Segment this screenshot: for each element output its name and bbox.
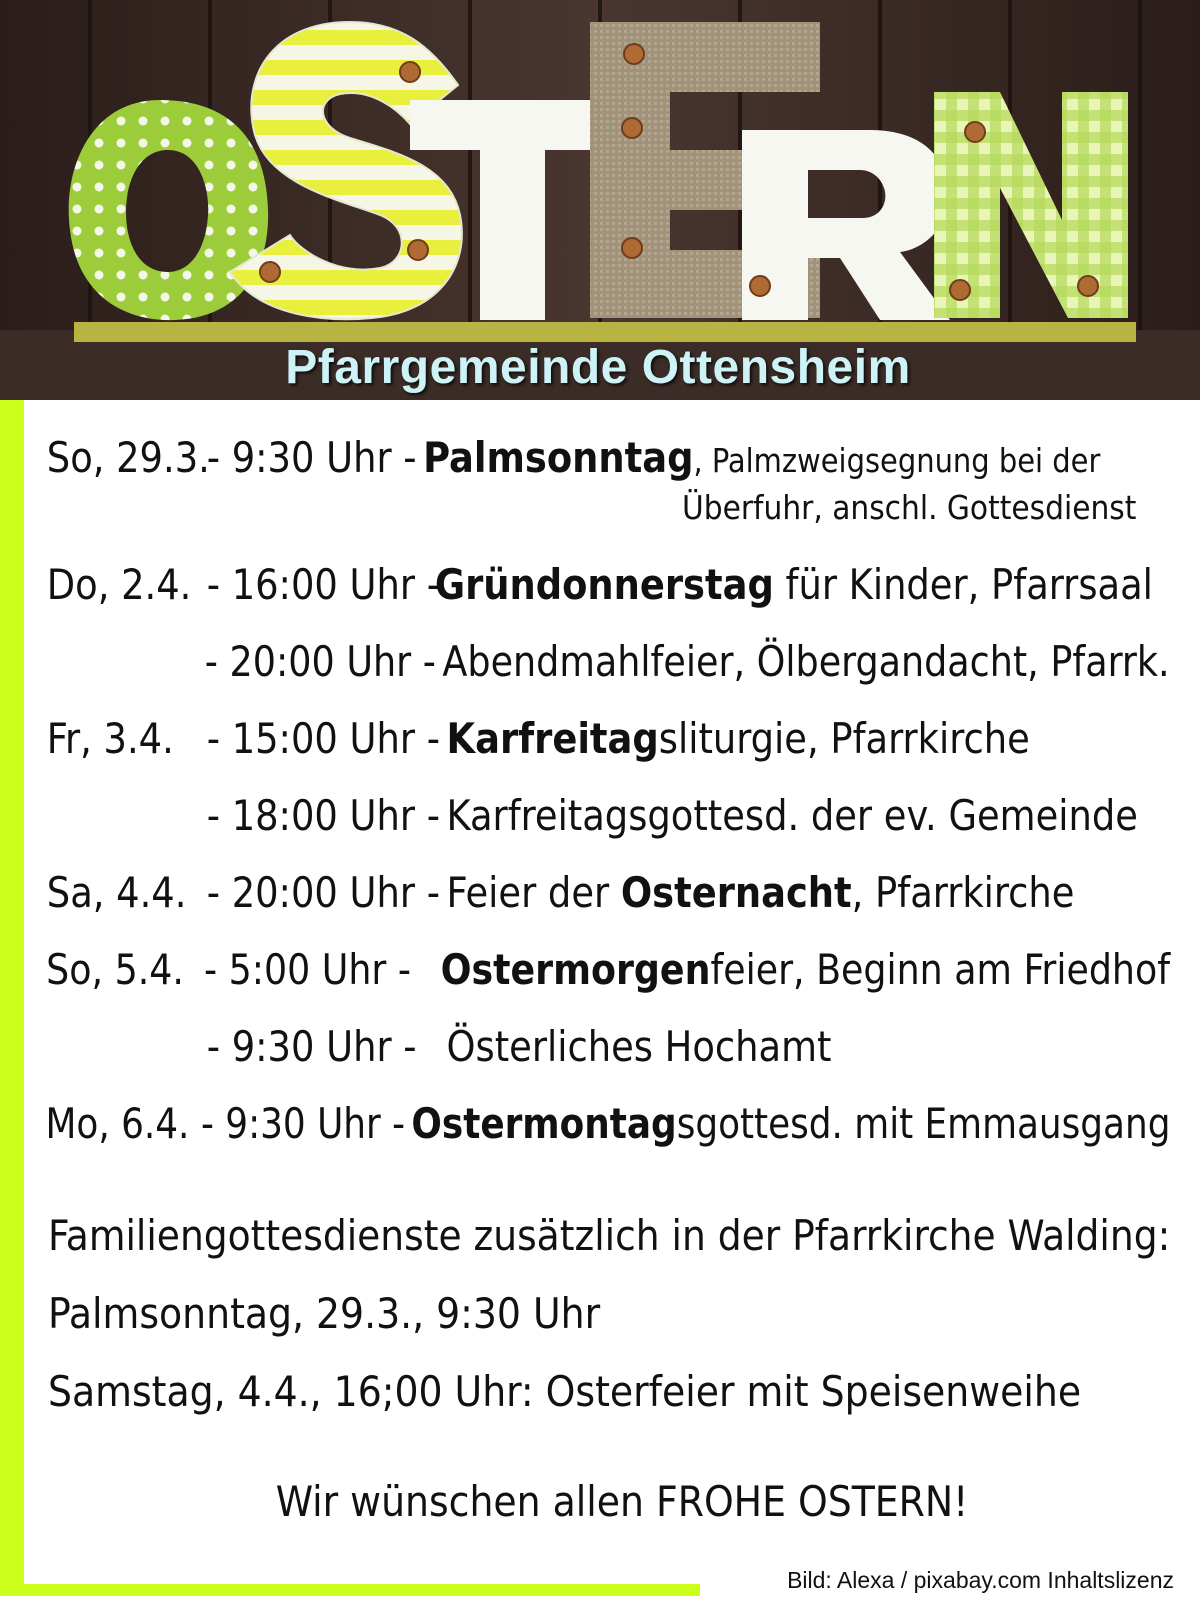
schedule-rest: sgottesd. mit Emmausgang: [676, 1099, 1171, 1148]
schedule-row: [0, 786, 1170, 846]
schedule-time: - 9:30 Uhr -: [206, 1022, 417, 1071]
schedule-row: [0, 555, 1170, 615]
schedule-description: Abendmahlfeier, Ölbergandacht, Pfarrk.: [442, 637, 1170, 686]
schedule-row: [0, 1017, 1170, 1077]
family-line: Palmsonntag, 29.3., 9:30 Uhr: [48, 1289, 601, 1338]
schedule-date: Do, 2.4.: [46, 560, 192, 609]
schedule-rest: , Palmzweigsegnung bei der: [693, 441, 1101, 480]
schedule-date: Fr, 3.4.: [46, 714, 174, 763]
schedule-description: [435, 555, 1153, 615]
family-heading: Familiengottesdienste zusätzlich in der Pfarrkirche Walding:: [48, 1211, 1171, 1260]
schedule-rest: , Pfarrkirche: [851, 868, 1075, 917]
schedule-rest: für Kinder, Pfarrsaal: [773, 560, 1153, 609]
schedule-highlight: Karfreitag: [446, 714, 659, 763]
schedule-time: - 9:30 Uhr -: [200, 1099, 406, 1148]
image-credit: Bild: Alexa / pixabay.com Inhaltslizenz: [783, 1567, 1178, 1594]
schedule-time: - 5:00 Uhr -: [203, 945, 412, 994]
schedule-time: - 20:00 Uhr -: [206, 868, 441, 917]
schedule-highlight: Ostermorgen: [440, 945, 711, 994]
schedule-description: [441, 940, 1170, 1000]
schedule-highlight: Gründonnerstag: [434, 560, 774, 609]
schedule-continuation: [682, 478, 1136, 538]
schedule-time: - 15:00 Uhr -: [206, 714, 441, 763]
schedule-continuation-text: Überfuhr, anschl. Gottesdienst: [682, 488, 1137, 527]
schedule-time: - 9:30 Uhr -: [206, 433, 417, 482]
schedule-row: [0, 632, 1170, 692]
schedule-row: [0, 1094, 1171, 1154]
schedule-date: Sa, 4.4.: [46, 868, 187, 917]
schedule-description: [447, 709, 1030, 769]
schedule-description: Österliches Hochamt: [446, 1022, 832, 1071]
schedule-highlight: Ostermontag: [411, 1099, 677, 1148]
schedule-date: Mo, 6.4.: [45, 1099, 190, 1148]
schedule-date: So, 5.4.: [46, 945, 184, 994]
parish-name: Pfarrgemeinde Ottensheim: [285, 341, 911, 394]
schedule-time: - 16:00 Uhr -: [206, 560, 441, 609]
schedule-highlight: Palmsonntag: [423, 433, 694, 482]
schedule-description: Karfreitagsgottesd. der ev. Gemeinde: [446, 791, 1138, 840]
easter-greeting: Wir wünschen allen FROHE OSTERN!: [275, 1477, 969, 1526]
schedule-rest: sliturgie, Pfarrkirche: [658, 714, 1030, 763]
family-line: Samstag, 4.4., 16;00 Uhr: Osterfeier mit Speisenweihe: [48, 1367, 1082, 1416]
schedule-row: [0, 709, 1170, 769]
schedule-pre: Feier der: [446, 868, 621, 917]
schedule-date: So, 29.3.: [46, 433, 210, 482]
schedule-description: [447, 863, 1075, 923]
schedule-highlight: Osternacht: [620, 868, 852, 917]
schedule-description: [411, 1094, 1170, 1154]
schedule-rest: feier, Beginn am Friedhof: [710, 945, 1170, 994]
schedule-row: [0, 863, 1170, 923]
schedule-time: - 20:00 Uhr -: [204, 637, 436, 686]
schedule-row: [0, 940, 1170, 1000]
schedule-time: - 18:00 Uhr -: [206, 791, 441, 840]
